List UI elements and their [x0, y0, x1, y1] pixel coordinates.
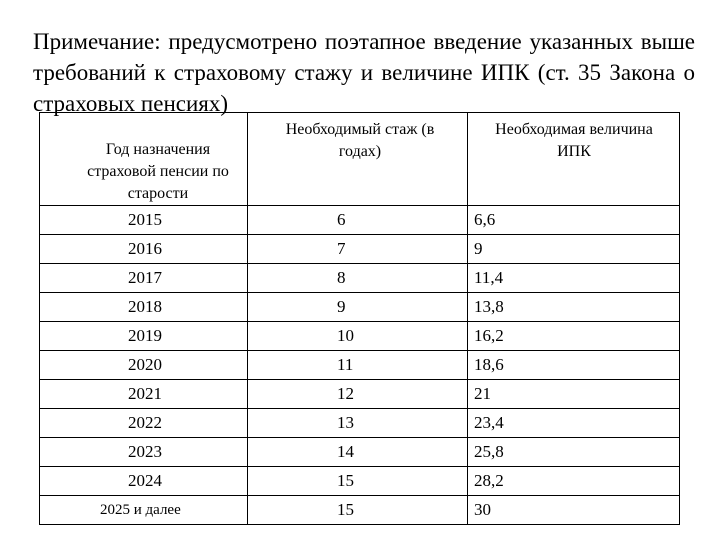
table-row — [40, 206, 680, 235]
year-cell: 2022 — [40, 409, 248, 438]
ipk-cell: 30 — [468, 496, 680, 525]
stazh-cell: 11 — [248, 351, 468, 380]
stazh-cell: 15 — [248, 467, 468, 496]
year-cell: 2023 — [40, 438, 248, 467]
ipk-cell: 13,8 — [468, 293, 680, 322]
ipk-cell: 11,4 — [468, 264, 680, 293]
year-cell: 2024 — [40, 467, 248, 496]
pension-requirements-table-container — [39, 112, 680, 525]
header-ipk-label: Необходимая величина ИПК — [495, 121, 653, 160]
ipk-cell: 25,8 — [468, 438, 680, 467]
year-cell: 2019 — [40, 322, 248, 351]
year-cell: 2016 — [40, 235, 248, 264]
header-ipk-cell — [468, 113, 680, 206]
table-row — [40, 467, 680, 496]
year-cell: 2017 — [40, 264, 248, 293]
header-stazh-cell — [248, 113, 468, 206]
ipk-cell: 23,4 — [468, 409, 680, 438]
header-year-label: Год назначения страховой пенсии по старости — [87, 141, 229, 202]
table-row — [40, 235, 680, 264]
year-cell: 2018 — [40, 293, 248, 322]
year-cell: 2020 — [40, 351, 248, 380]
table-row — [40, 293, 680, 322]
stazh-cell: 8 — [248, 264, 468, 293]
header-stazh-label: Необходимый стаж (в годах) — [285, 121, 435, 160]
table-header-row — [40, 113, 680, 206]
ipk-cell: 28,2 — [468, 467, 680, 496]
year-cell: 2025 и далее — [40, 496, 248, 525]
stazh-cell: 6 — [248, 206, 468, 235]
table-row — [40, 351, 680, 380]
stazh-cell: 14 — [248, 438, 468, 467]
stazh-cell: 13 — [248, 409, 468, 438]
ipk-cell: 6,6 — [468, 206, 680, 235]
table-row — [40, 438, 680, 467]
stazh-cell: 10 — [248, 322, 468, 351]
table-row — [40, 380, 680, 409]
ipk-cell: 18,6 — [468, 351, 680, 380]
ipk-cell: 16,2 — [468, 322, 680, 351]
note-paragraph: Примечание: предусмотрено поэтапное введение указанных выше требований к страховому стажу и величине ИПК (ст. 35 Закона о страховых пенсиях) — [33, 29, 695, 116]
header-year-cell — [40, 113, 248, 206]
stazh-cell: 15 — [248, 496, 468, 525]
table-row — [40, 496, 680, 525]
stazh-cell: 7 — [248, 235, 468, 264]
stazh-cell: 12 — [248, 380, 468, 409]
year-cell: 2015 — [40, 206, 248, 235]
pension-requirements-table — [39, 112, 680, 525]
ipk-cell: 21 — [468, 380, 680, 409]
table-row — [40, 322, 680, 351]
table-row — [40, 409, 680, 438]
table-row — [40, 264, 680, 293]
ipk-cell: 9 — [468, 235, 680, 264]
stazh-cell: 9 — [248, 293, 468, 322]
year-cell: 2021 — [40, 380, 248, 409]
